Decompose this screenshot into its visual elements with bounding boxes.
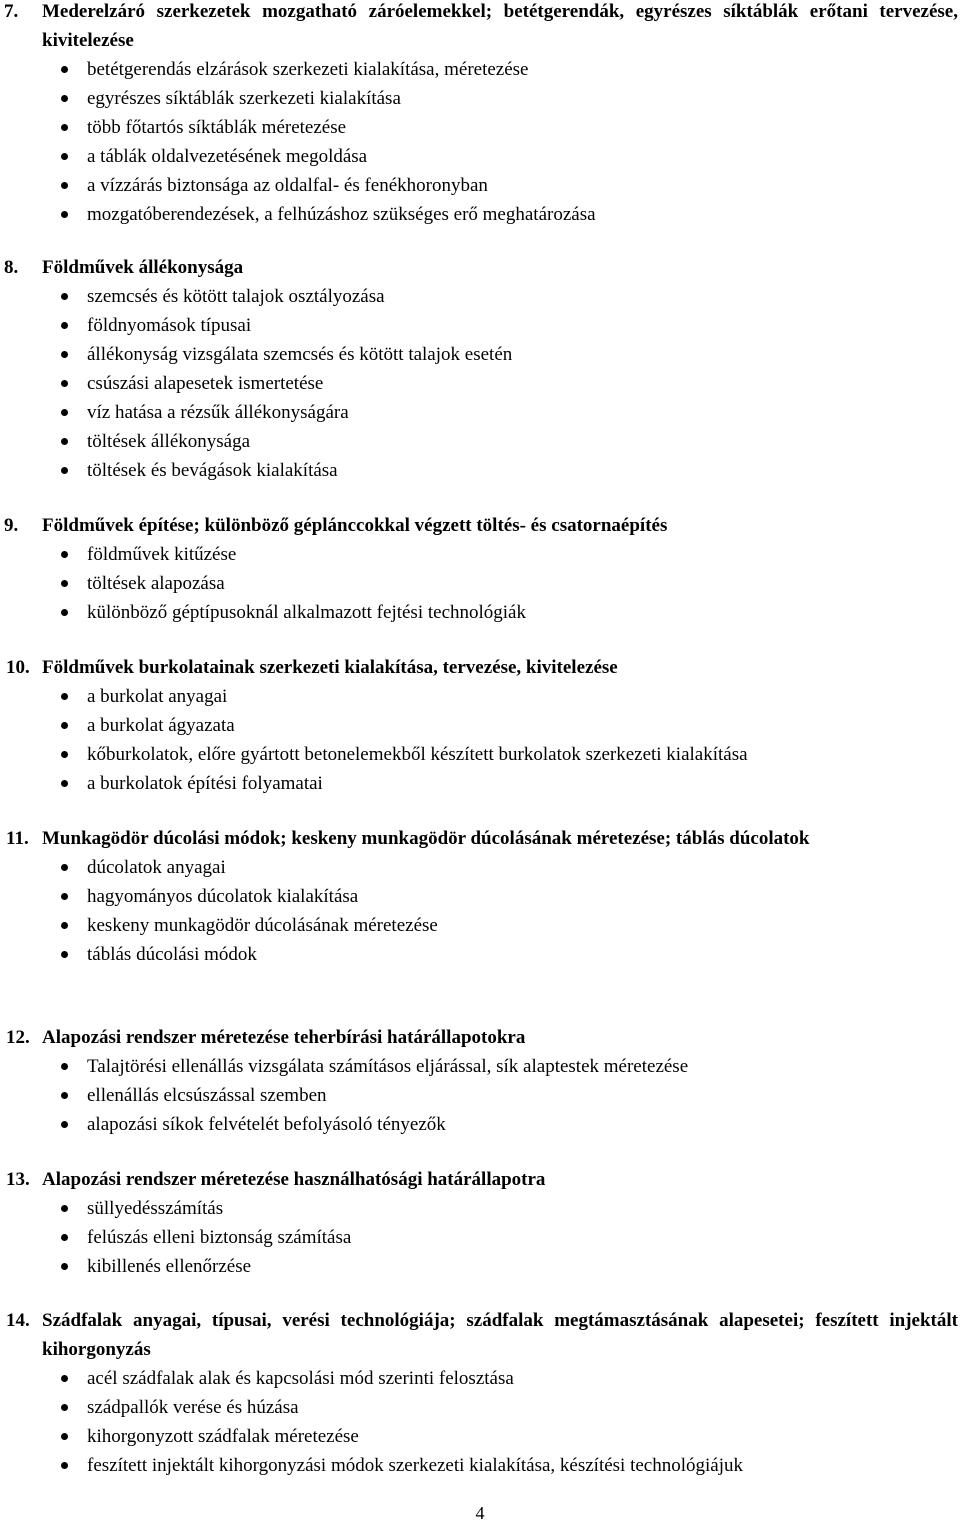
list-item: ellenállás elcsúszással szemben — [0, 1081, 960, 1110]
bullet-icon — [61, 153, 68, 160]
bullet-icon — [61, 1092, 68, 1099]
bullet-icon — [61, 1433, 68, 1440]
bullet-icon — [61, 438, 68, 445]
bullet-icon — [61, 693, 68, 700]
list-item: töltések állékonysága — [0, 427, 960, 456]
bullet-icon — [61, 1375, 68, 1382]
section-number: 14. — [6, 1310, 30, 1331]
section-7 — [0, 0, 960, 229]
bullet-icon — [61, 293, 68, 300]
section-title: Alapozási rendszer méretezése teherbírási határállapotokra — [42, 1027, 526, 1048]
list-item: földművek kitűzése — [0, 540, 960, 569]
list-item: betétgerendás elzárások szerkezeti kialakítása, méretezése — [0, 55, 960, 84]
section-item-list — [0, 540, 960, 627]
list-item: keskeny munkagödör dúcolásának méretezése — [0, 911, 960, 940]
bullet-icon — [61, 124, 68, 131]
list-item: kőburkolatok, előre gyártott betonelemekből készített burkolatok szerkezeti kialakítása — [0, 740, 960, 769]
list-item: egyrészes síktáblák szerkezeti kialakítása — [0, 84, 960, 113]
section-8 — [0, 253, 960, 485]
bullet-icon — [61, 1063, 68, 1070]
list-item: táblás dúcolási módok — [0, 940, 960, 969]
section-number: 9. — [4, 515, 19, 536]
list-item: feszített injektált kihorgonyzási módok szerkezeti kialakítása, készítési technológiájuk — [0, 1451, 960, 1480]
section-heading — [0, 653, 960, 682]
list-item: Talajtörési ellenállás vizsgálata számításos eljárással, sík alaptestek méretezése — [0, 1052, 960, 1081]
bullet-icon — [61, 922, 68, 929]
bullet-icon — [61, 751, 68, 758]
section-heading — [0, 253, 960, 282]
section-title: Mederelzáró szerkezetek mozgatható záróelemekkel; betétgerendák, egyrészes síktáblák erőtani tervezése, kivitelezése — [42, 1, 958, 51]
list-item: a táblák oldalvezetésének megoldása — [0, 142, 960, 171]
section-item-list — [0, 55, 960, 229]
list-item: különböző géptípusoknál alkalmazott fejtési technológiák — [0, 598, 960, 627]
list-item: a burkolatok építési folyamatai — [0, 769, 960, 798]
list-item: több főtartós síktáblák méretezése — [0, 113, 960, 142]
section-item-list — [0, 1052, 960, 1139]
list-item: a vízzárás biztonsága az oldalfal- és fenékhoronyban — [0, 171, 960, 200]
bullet-icon — [61, 380, 68, 387]
bullet-icon — [61, 1205, 68, 1212]
bullet-icon — [61, 467, 68, 474]
bullet-icon — [61, 864, 68, 871]
list-item: felúszás elleni biztonság számítása — [0, 1223, 960, 1252]
bullet-icon — [61, 1263, 68, 1270]
section-title: Munkagödör dúcolási módok; keskeny munkagödör dúcolásának méretezése; táblás dúcolatok — [42, 828, 810, 849]
list-item: földnyomások típusai — [0, 311, 960, 340]
bullet-icon — [61, 409, 68, 416]
section-title: Földművek építése; különböző géplánccokkal végzett töltés- és csatornaépítés — [42, 515, 668, 536]
section-title: Szádfalak anyagai, típusai, verési technológiája; szádfalak megtámasztásának alapesetei; feszített injektált kihorgonyzás — [42, 1310, 958, 1360]
list-item: víz hatása a rézsűk állékonyságára — [0, 398, 960, 427]
list-item: töltések és bevágások kialakítása — [0, 456, 960, 485]
list-item: mozgatóberendezések, a felhúzáshoz szükséges erő meghatározása — [0, 200, 960, 229]
list-item: hagyományos dúcolatok kialakítása — [0, 882, 960, 911]
bullet-icon — [61, 722, 68, 729]
bullet-icon — [61, 893, 68, 900]
bullet-icon — [61, 1121, 68, 1128]
bullet-icon — [61, 211, 68, 218]
bullet-icon — [61, 580, 68, 587]
section-item-list — [0, 1364, 960, 1480]
bullet-icon — [61, 351, 68, 358]
section-number: 12. — [6, 1027, 30, 1048]
list-item: kibillenés ellenőrzése — [0, 1252, 960, 1281]
list-item: csúszási alapesetek ismertetése — [0, 369, 960, 398]
list-item: alapozási síkok felvételét befolyásoló tényezők — [0, 1110, 960, 1139]
bullet-icon — [61, 1234, 68, 1241]
section-title: Alapozási rendszer méretezése használhatósági határállapotra — [42, 1169, 546, 1190]
list-item: a burkolat ágyazata — [0, 711, 960, 740]
section-heading — [0, 824, 960, 853]
section-item-list — [0, 1194, 960, 1281]
section-heading — [0, 1165, 960, 1194]
bullet-icon — [61, 951, 68, 958]
bullet-icon — [61, 609, 68, 616]
list-item: állékonyság vizsgálata szemcsés és kötött talajok esetén — [0, 340, 960, 369]
bullet-icon — [61, 95, 68, 102]
section-item-list — [0, 853, 960, 969]
section-number: 13. — [6, 1169, 30, 1190]
section-14 — [0, 1306, 960, 1480]
section-number: 10. — [6, 657, 30, 678]
bullet-icon — [61, 551, 68, 558]
list-item: töltések alapozása — [0, 569, 960, 598]
list-item: szádpallók verése és húzása — [0, 1393, 960, 1422]
section-9 — [0, 511, 960, 627]
section-13 — [0, 1165, 960, 1281]
bullet-icon — [61, 780, 68, 787]
bullet-icon — [61, 1404, 68, 1411]
list-item: dúcolatok anyagai — [0, 853, 960, 882]
section-number: 7. — [4, 1, 19, 22]
bullet-icon — [61, 322, 68, 329]
bullet-icon — [61, 1462, 68, 1469]
section-11 — [0, 824, 960, 969]
bullet-icon — [61, 66, 68, 73]
section-item-list — [0, 682, 960, 798]
section-heading — [0, 1306, 960, 1364]
section-title: Földművek burkolatainak szerkezeti kialakítása, tervezése, kivitelezése — [42, 657, 618, 678]
list-item: szemcsés és kötött talajok osztályozása — [0, 282, 960, 311]
bullet-icon — [61, 182, 68, 189]
list-item: kihorgonyzott szádfalak méretezése — [0, 1422, 960, 1451]
section-12 — [0, 1023, 960, 1139]
section-heading — [0, 511, 960, 540]
section-heading — [0, 0, 960, 55]
page-number: 4 — [475, 1503, 485, 1523]
section-number: 8. — [4, 257, 19, 278]
list-item: süllyedésszámítás — [0, 1194, 960, 1223]
list-item: acél szádfalak alak és kapcsolási mód szerinti felosztása — [0, 1364, 960, 1393]
section-number: 11. — [6, 828, 29, 849]
section-heading — [0, 1023, 960, 1052]
section-item-list — [0, 282, 960, 485]
section-10 — [0, 653, 960, 798]
list-item: a burkolat anyagai — [0, 682, 960, 711]
section-title: Földművek állékonysága — [42, 257, 244, 278]
